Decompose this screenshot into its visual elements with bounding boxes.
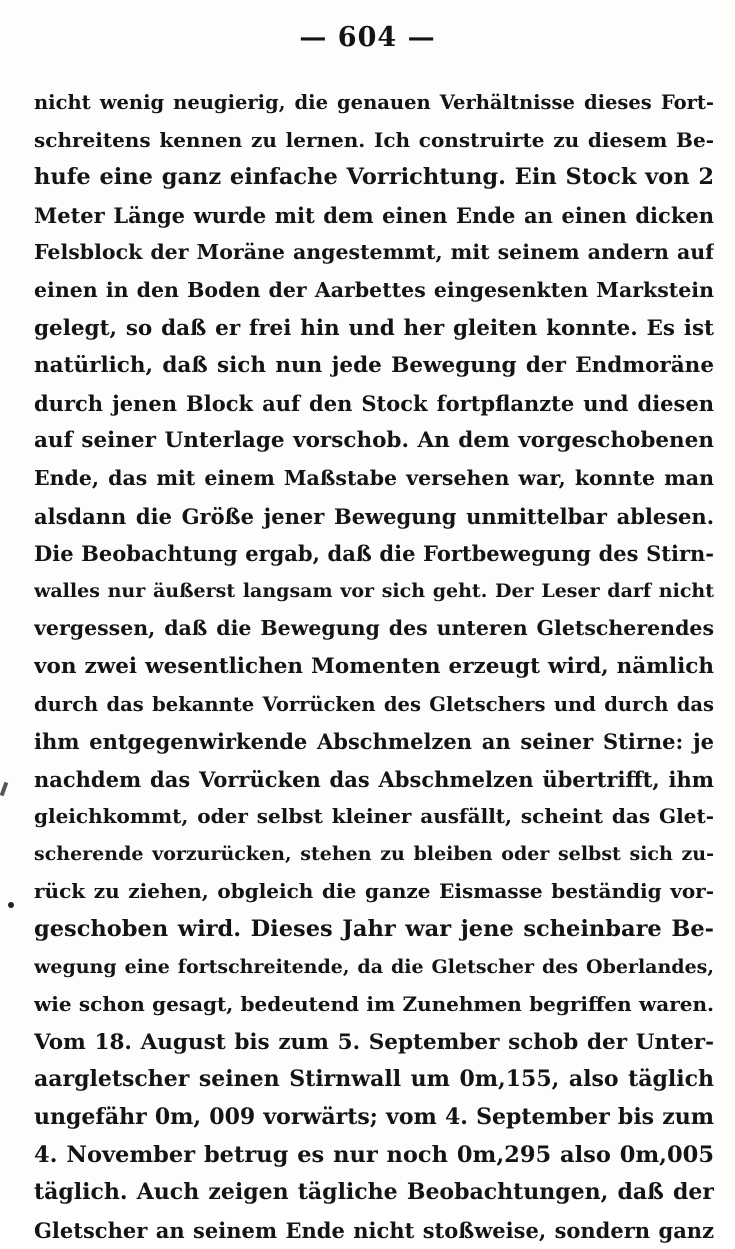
- text-line: Die Beobachtung ergab, daß die Fortbewegung des Stirn-: [34, 541, 714, 567]
- text-line: Felsblock der Moräne angestemmt, mit seinem andern auf: [34, 240, 714, 265]
- text-line: auf seiner Unterlage vorschob. An dem vorgeschobenen: [34, 428, 714, 454]
- text-line: schreitens kennen zu lernen. Ich construirte zu diesem Be-: [34, 127, 714, 152]
- page-number: — 604 —: [299, 22, 436, 53]
- text-line: scherende vorzurücken, stehen zu bleiben oder selbst sich zu-: [34, 842, 714, 865]
- text-line: Gletscher an seinem Ende nicht stoßweise, sondern ganz: [34, 1217, 714, 1243]
- text-line: nachdem das Vorrücken das Abschmelzen übertrifft, ihm: [34, 766, 714, 792]
- text-line: geschoben wird. Dieses Jahr war jene scheinbare Be-: [34, 916, 714, 943]
- text-line: vergessen, daß die Bewegung des unteren Gletscherendes: [34, 616, 714, 641]
- text-line: 4. November betrug es nur noch 0m,295 also 0m,005: [34, 1141, 714, 1168]
- text-line: gleichkommt, oder selbst kleiner ausfällt, scheint das Glet-: [34, 804, 714, 829]
- text-line: natürlich, daß sich nun jede Bewegung der Endmoräne: [34, 353, 714, 379]
- text-line: wegung eine fortschreitende, da die Gletscher des Oberlandes,: [34, 955, 714, 978]
- text-line: aargletscher seinen Stirnwall um 0m,155, also täglich: [34, 1066, 714, 1093]
- text-line: täglich. Auch zeigen tägliche Beobachtungen, daß der: [34, 1179, 714, 1206]
- text-line: Ende, das mit einem Maßstabe versehen war, konnte man: [34, 465, 714, 490]
- text-line: durch jenen Block auf den Stock fortpflanzte und diesen: [34, 390, 714, 416]
- text-line: Meter Länge wurde mit dem einen Ende an einen dicken: [34, 202, 714, 228]
- text-line: Vom 18. August bis zum 5. September schob der Unter-: [34, 1029, 714, 1055]
- text-line: nicht wenig neugierig, die genauen Verhältnisse dieses Fort-: [34, 91, 714, 114]
- text-line: durch das bekannte Vorrücken des Gletschers und durch das: [34, 692, 714, 716]
- text-line: walles nur äußerst langsam vor sich geht. Der Leser darf nicht: [34, 579, 714, 602]
- margin-dot-mark: [8, 902, 14, 908]
- text-line: rück zu ziehen, obgleich die ganze Eismasse beständig vor-: [34, 879, 714, 904]
- body-text: [34, 84, 714, 1249]
- text-line: alsdann die Größe jener Bewegung unmittelbar ablesen.: [34, 503, 714, 529]
- text-line: einen in den Boden der Aarbettes eingesenkten Markstein: [34, 277, 714, 302]
- text-line: ungefähr 0m, 009 vorwärts; vom 4. September bis zum: [34, 1104, 714, 1131]
- text-line: von zwei wesentlichen Momenten erzeugt wird, nämlich: [34, 653, 714, 679]
- text-line: ihm entgegenwirkende Abschmelzen an seiner Stirne: je: [34, 729, 714, 755]
- text-line: gelegt, so daß er frei hin und her gleiten konnte. Es ist: [34, 315, 714, 341]
- text-line: wie schon gesagt, bedeutend im Zunehmen begriffen waren.: [34, 992, 714, 1017]
- text-line: hufe eine ganz einfache Vorrichtung. Ein Stock von 2: [34, 164, 714, 191]
- margin-tick-mark: [0, 782, 8, 797]
